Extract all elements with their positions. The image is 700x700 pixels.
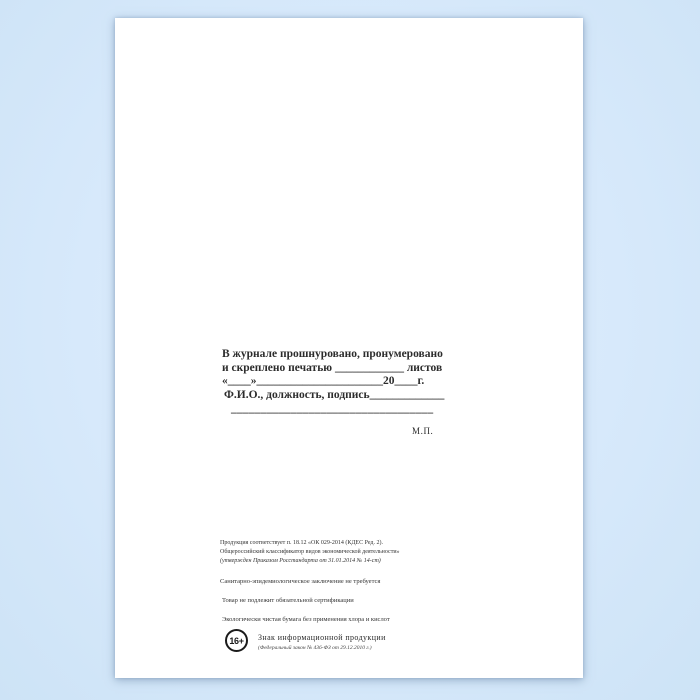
age-restriction-16-plus-icon: 16+ bbox=[225, 629, 248, 652]
certification-note: Экологически чистая бумага без применения хлора и кислот bbox=[222, 616, 390, 623]
compliance-note bbox=[220, 539, 400, 567]
info-product-sign-title: Знак информационной продукции bbox=[258, 633, 386, 642]
certification-note: Санитарно-эпидемиологическое заключение не требуется bbox=[220, 578, 381, 585]
binding-line: «____»______________________20____г. bbox=[222, 375, 425, 388]
compliance-line: Общероссийский классификатор видов экономической деятельности» bbox=[220, 549, 400, 556]
binding-certification-block bbox=[222, 348, 445, 417]
binding-line: и скреплено печатью ____________ листов bbox=[222, 361, 443, 374]
certification-note: Товар не подлежит обязательной сертификации bbox=[222, 597, 354, 604]
compliance-line-law: (утвержден Приказом Росстандарта от 31.01.2014 № 14-ст) bbox=[220, 558, 381, 565]
binding-line: Ф.И.О., должность, подпись_____________ bbox=[224, 389, 445, 402]
info-product-sign-law-reference: (Федеральный закон № 436-ФЗ от 29.12.2010 г.) bbox=[258, 645, 372, 651]
signature-underscore-line: __________________________________ bbox=[231, 402, 434, 415]
binding-line: В журнале прошнуровано, пронумеровано bbox=[222, 348, 443, 360]
seal-place-mark: М.П. bbox=[412, 426, 434, 436]
compliance-line: Продукция соответствует п. 18.12 «ОК 029-2014 (КДЕС Ред. 2). bbox=[220, 540, 383, 546]
journal-back-page bbox=[115, 18, 583, 678]
